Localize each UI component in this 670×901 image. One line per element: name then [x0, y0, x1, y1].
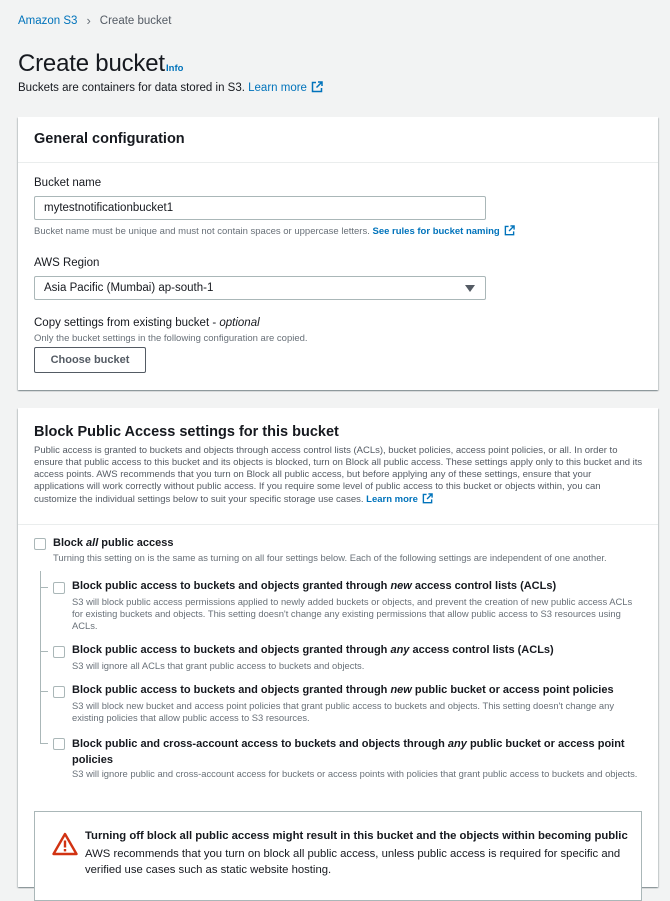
block-new-acls-checkbox[interactable] — [53, 582, 65, 594]
tree-connector-branch — [40, 743, 48, 744]
bucket-name-input[interactable]: mytestnotificationbucket1 — [34, 196, 486, 220]
dropdown-caret-icon — [465, 285, 475, 292]
block-any-policies-description: S3 will ignore public and cross-account access for buckets or access points with policies that grant public access to buckets and objects. — [72, 768, 638, 779]
block-new-policies-checkbox[interactable] — [53, 686, 65, 698]
option-title-em: new — [390, 580, 412, 592]
block-public-access-description — [34, 445, 644, 506]
choose-bucket-button[interactable]: Choose bucket — [34, 347, 146, 373]
bucket-name-label: Bucket name — [34, 177, 102, 189]
breadcrumb-current: Create bucket — [99, 14, 172, 27]
aws-region-label: AWS Region — [34, 257, 100, 269]
bpa-learn-more-link[interactable] — [366, 494, 433, 505]
tree-connector-branch — [40, 587, 48, 588]
bucket-name-hint — [34, 225, 515, 237]
copy-settings-label — [34, 317, 260, 329]
block-any-acls-checkbox[interactable] — [53, 646, 65, 658]
bucket-name-hint-text: Bucket name must be unique and must not contain spaces or uppercase letters. — [34, 226, 370, 237]
general-configuration-title: General configuration — [34, 131, 185, 147]
copy-settings-optional: optional — [219, 317, 260, 329]
learn-more-link[interactable] — [248, 82, 323, 94]
block-all-title-post: public access — [98, 537, 174, 549]
option-title-pre: Block public access to buckets and objects granted through — [72, 684, 391, 696]
option-title-pre: Block public and cross-account access to buckets and objects through — [72, 738, 448, 750]
option-title-post: access control lists (ACLs) — [411, 580, 557, 592]
bucket-naming-rules-link[interactable] — [373, 226, 515, 237]
external-link-icon — [311, 81, 323, 93]
block-all-public-access-label — [53, 537, 173, 549]
block-public-access-description-text: Public access is granted to buckets and objects through access control lists (ACLs), bucket policies, access point policies, or all. In order to ensure that public access to this bucket and its objects is blocked, turn on Block all public access. These settings apply only to this bucket and its access points. AWS recommends that you turn on Block all public access, but before applying any of these settings, ensure that your applications will work correctly without public access. If you require some level of public access to this bucket or objects within, you can customize the individual settings below to suit your specific storage use cases. — [34, 445, 643, 505]
warning-alert — [34, 811, 642, 901]
block-all-public-access-description: Turning this setting on is the same as turning on all four settings below. Each of the following settings are independent of one another. — [53, 552, 607, 563]
aws-region-value: Asia Pacific (Mumbai) ap-south-1 — [44, 282, 214, 294]
block-new-acls-description: S3 will block public access permissions applied to newly added buckets or objects, and prevent the creation of new public access ACLs for existing buckets and objects. This setting doesn't change any existing permissions that allow public access to S3 resources using ACLs. — [72, 596, 633, 631]
option-title-em: any — [390, 644, 410, 656]
option-title-post: access control lists (ACLs) — [409, 644, 554, 656]
block-any-acls-description: S3 will ignore all ACLs that grant public access to buckets and objects. — [72, 660, 365, 671]
divider — [18, 524, 658, 525]
chevron-right-icon: › — [86, 13, 91, 28]
info-link[interactable]: Info — [166, 63, 184, 74]
page-title: Create bucket — [18, 50, 165, 77]
breadcrumb-amazon-s3-link[interactable]: Amazon S3 — [18, 14, 78, 27]
warning-body: AWS recommends that you turn on block all public access, unless public access is required for specific and verified use cases such as static website hosting. — [85, 848, 621, 876]
block-all-title-pre: Block — [53, 537, 87, 549]
external-link-icon — [504, 225, 515, 236]
block-new-policies-label — [72, 684, 614, 696]
option-title-em: new — [390, 684, 412, 696]
general-configuration-panel — [18, 117, 658, 390]
block-any-policies-checkbox[interactable] — [53, 738, 65, 750]
option-title-post: public bucket or access point policies — [411, 684, 614, 696]
option-title-em: any — [447, 738, 467, 750]
general-configuration-header — [18, 117, 658, 163]
block-all-title-em: all — [86, 537, 99, 549]
aws-region-select[interactable] — [34, 276, 486, 300]
tree-connector-branch — [40, 691, 48, 692]
warning-triangle-icon — [52, 832, 78, 856]
block-all-public-access-checkbox[interactable] — [34, 538, 46, 550]
warning-title: Turning off block all public access might result in this bucket and the objects within becoming public — [85, 830, 628, 842]
block-new-policies-description: S3 will block new bucket and access point policies that grant public access to buckets and objects. This setting doesn't change any existing policies that allow public access to S3 resources. — [72, 700, 615, 723]
option-title-pre: Block public access to buckets and objects granted through — [72, 644, 391, 656]
breadcrumb — [18, 13, 171, 28]
block-any-policies-label — [72, 736, 632, 768]
block-new-acls-label — [72, 580, 556, 592]
block-public-access-panel — [18, 408, 658, 887]
block-public-access-title: Block Public Access settings for this bucket — [34, 424, 339, 440]
option-title-pre: Block public access to buckets and objects granted through — [72, 580, 391, 592]
copy-settings-label-text: Copy settings from existing bucket - — [34, 317, 220, 329]
tree-connector-branch — [40, 651, 48, 652]
block-any-acls-label — [72, 644, 554, 656]
copy-settings-hint: Only the bucket settings in the following configuration are copied. — [34, 333, 308, 344]
external-link-icon — [422, 493, 433, 504]
bucket-naming-rules-label: See rules for bucket naming — [372, 226, 500, 237]
tree-connector — [40, 571, 41, 743]
page-description-text: Buckets are containers for data stored in S3. — [18, 82, 245, 94]
page-description — [18, 81, 323, 94]
learn-more-label: Learn more — [248, 82, 307, 94]
option-title-post: public bucket or access point policies — [72, 738, 625, 766]
bpa-learn-more-label: Learn more — [366, 494, 418, 505]
